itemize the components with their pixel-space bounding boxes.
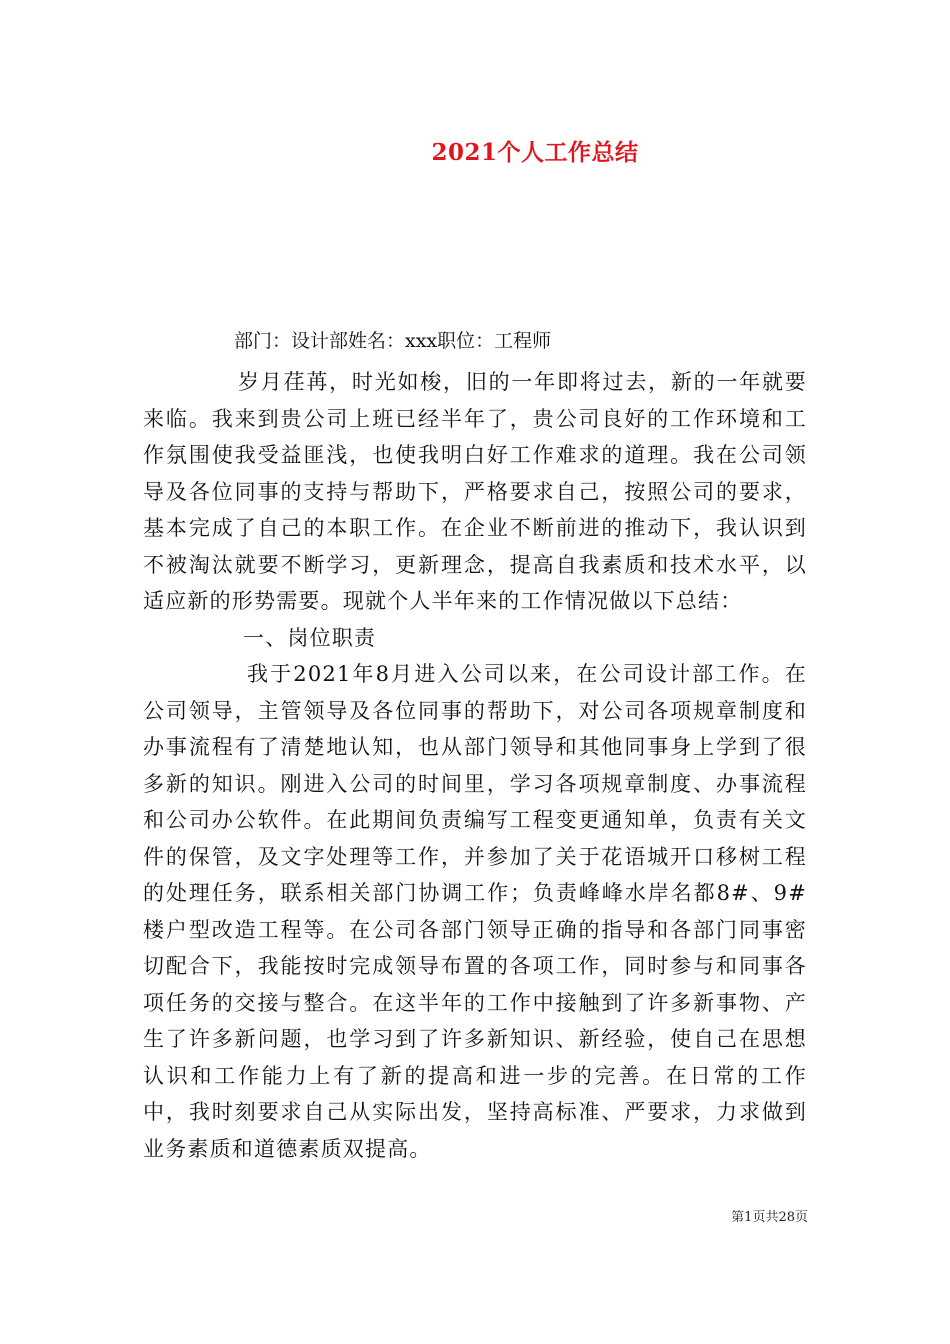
section-paragraph: 我于2021年8月进入公司以来，在公司设计部工作。在公司领导，主管领导及各位同事的帮助下，对公司各项规章制度和办事流程有了清楚地认知，也从部门领导和其他同事身上学到了很多新的知识。刚进入公司的时间里，学习各项规章制度、办事流程和公司办公软件。在此期间负责编写工程变更通知单，负责有关文件的保管，及文字处理等工作，并参加了关于花语城开口移树工程的处理任务，联系相关部门协调工作；负责峰峰水岸名都8#、9#楼户型改造工程等。在公司各部门领导正确的指导和各部门同事密切配合下，我能按时完成领导布置的各项工作，同时参与和同事各项任务的交接与整合。在这半年的工作中接触到了许多新事物、产生了许多新问题，也学习到了许多新知识、新经验，使自己在思想认识和工作能力上有了新的提高和进一步的完善。在日常的工作中，我时刻要求自己从实际出发，坚持高标准、严要求，力求做到业务素质和道德素质双提高。 [143,662,807,1161]
author-info-line: 部门：设计部姓名：xxx职位：工程师 [234,330,552,352]
page-number: 第1页共28页 [731,1210,808,1225]
document-title: 2021个人工作总结 [431,139,639,166]
intro-paragraph: 岁月荏苒，时光如梭，旧的一年即将过去，新的一年就要来临。我来到贵公司上班已经半年了，贵公司良好的工作环境和工作氛围使我受益匪浅，也使我明白好工作难求的道理。我在公司领导及各位同事的支持与帮助下，严格要求自己，按照公司的要求，基本完成了自己的本职工作。在企业不断前进的推动下，我认识到不被淘汰就要不断学习，更新理念，提高自我素质和技术水平，以适应新的形势需要。现就个人半年来的工作情况做以下总结： [143,370,807,613]
document-body [143,364,807,1167]
section-heading: 一、岗位职责 [243,625,377,650]
